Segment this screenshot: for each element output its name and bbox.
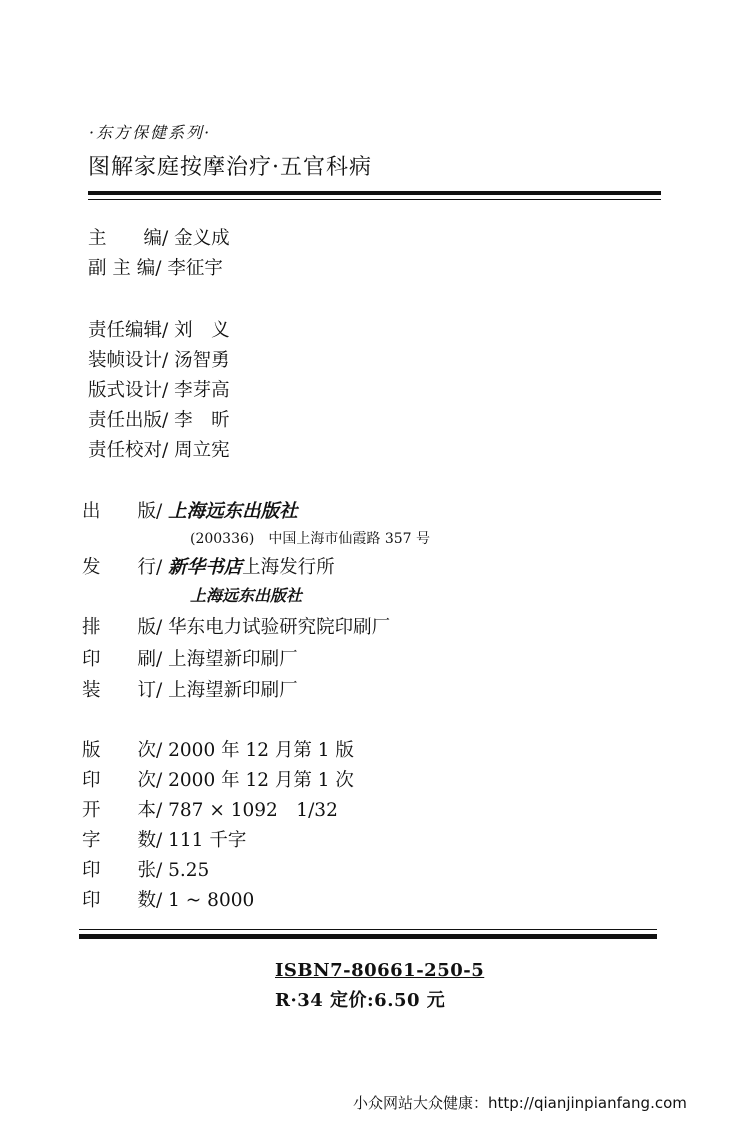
publisher-label: 出 版	[82, 501, 157, 522]
spec-label: 印 数	[82, 890, 157, 911]
distributor-branch: 上海发行所	[242, 557, 335, 578]
editor-row: 主 编/ 金义成	[88, 224, 230, 250]
print-value: 上海望新印刷厂	[168, 649, 298, 670]
top-rule-thin	[88, 199, 661, 200]
bottom-rule-thin	[79, 929, 657, 930]
print-label: 印 刷	[82, 649, 157, 670]
editor-value: 金义成	[174, 228, 230, 249]
staff-label: 责任校对	[88, 440, 163, 461]
print-row: 印 刷/ 上海望新印刷厂	[82, 649, 298, 670]
spec-label: 字 数	[82, 830, 157, 851]
spec-row: 版 次/ 2000 年 12 月第 1 版	[82, 740, 354, 761]
distributor-line2: 上海远东出版社	[190, 586, 303, 605]
spec-value: 111 千字	[168, 830, 247, 851]
bottom-rule-thick	[79, 934, 657, 939]
staff-value: 李芽高	[174, 380, 230, 401]
spec-row: 开 本/ 787 × 1092 1/32	[82, 800, 338, 821]
spec-row: 印 张/ 5.25	[82, 860, 210, 881]
staff-row: 责任出版/ 李 昕	[88, 410, 230, 431]
isbn: ISBN7-80661-250-5	[275, 960, 485, 981]
top-rule-thick	[88, 191, 661, 195]
staff-label: 责任编辑	[88, 320, 163, 341]
publisher-row: 出 版/ 上海远东出版社	[82, 501, 298, 522]
staff-row: 责任校对/ 周立宪	[88, 440, 230, 461]
typeset-label: 排 版	[82, 617, 157, 638]
spec-row: 印 数/ 1 ~ 8000	[82, 890, 255, 911]
deputy-editor-value: 李征宇	[167, 258, 223, 279]
editor-label: 主 编	[88, 228, 163, 249]
distributor-bookstore: 新华书店	[168, 557, 243, 578]
series-name: ·东方保健系列·	[89, 123, 212, 142]
deputy-editor-row: 副 主 编/ 李征宇	[88, 254, 223, 280]
distributor-row: 发 行/ 新华书店上海发行所	[82, 557, 335, 578]
spec-value: 787 × 1092 1/32	[168, 800, 338, 821]
spec-row: 印 次/ 2000 年 12 月第 1 次	[82, 770, 354, 791]
staff-value: 李 昕	[174, 410, 230, 431]
staff-value: 汤智勇	[174, 350, 230, 371]
spec-value: 1 ~ 8000	[168, 890, 255, 911]
staff-label: 版式设计	[88, 380, 163, 401]
staff-value: 周立宪	[174, 440, 230, 461]
publisher-address: (200336) 中国上海市仙霞路 357 号	[190, 531, 430, 547]
spec-value: 2000 年 12 月第 1 次	[168, 770, 354, 791]
spec-label: 开 本	[82, 800, 157, 821]
typeset-value: 华东电力试验研究院印刷厂	[168, 617, 391, 638]
binding-value: 上海望新印刷厂	[168, 680, 298, 701]
staff-row: 版式设计/ 李芽高	[88, 380, 230, 401]
staff-row: 责任编辑/ 刘 义	[88, 320, 230, 341]
spec-value: 5.25	[168, 860, 210, 881]
spec-label: 版 次	[82, 740, 157, 761]
binding-label: 装 订	[82, 680, 157, 701]
staff-label: 责任出版	[88, 410, 163, 431]
deputy-editor-label: 副 主 编	[88, 258, 156, 279]
distributor-label: 发 行	[82, 557, 157, 578]
spec-label: 印 张	[82, 860, 157, 881]
spec-label: 印 次	[82, 770, 157, 791]
staff-label: 装帧设计	[88, 350, 163, 371]
staff-row: 装帧设计/ 汤智勇	[88, 350, 230, 371]
spec-row: 字 数/ 111 千字	[82, 830, 247, 851]
spec-value: 2000 年 12 月第 1 版	[168, 740, 354, 761]
staff-value: 刘 义	[174, 320, 230, 341]
site-watermark: 小众网站大众健康：http://qianjinpianfang.com	[353, 1094, 687, 1112]
publisher-value: 上海远东出版社	[168, 501, 298, 522]
book-title: 图解家庭按摩治疗·五官科病	[88, 155, 372, 180]
typeset-row: 排 版/ 华东电力试验研究院印刷厂	[82, 617, 391, 638]
binding-row: 装 订/ 上海望新印刷厂	[82, 680, 298, 701]
price: R·34 定价:6.50 元	[275, 990, 446, 1011]
